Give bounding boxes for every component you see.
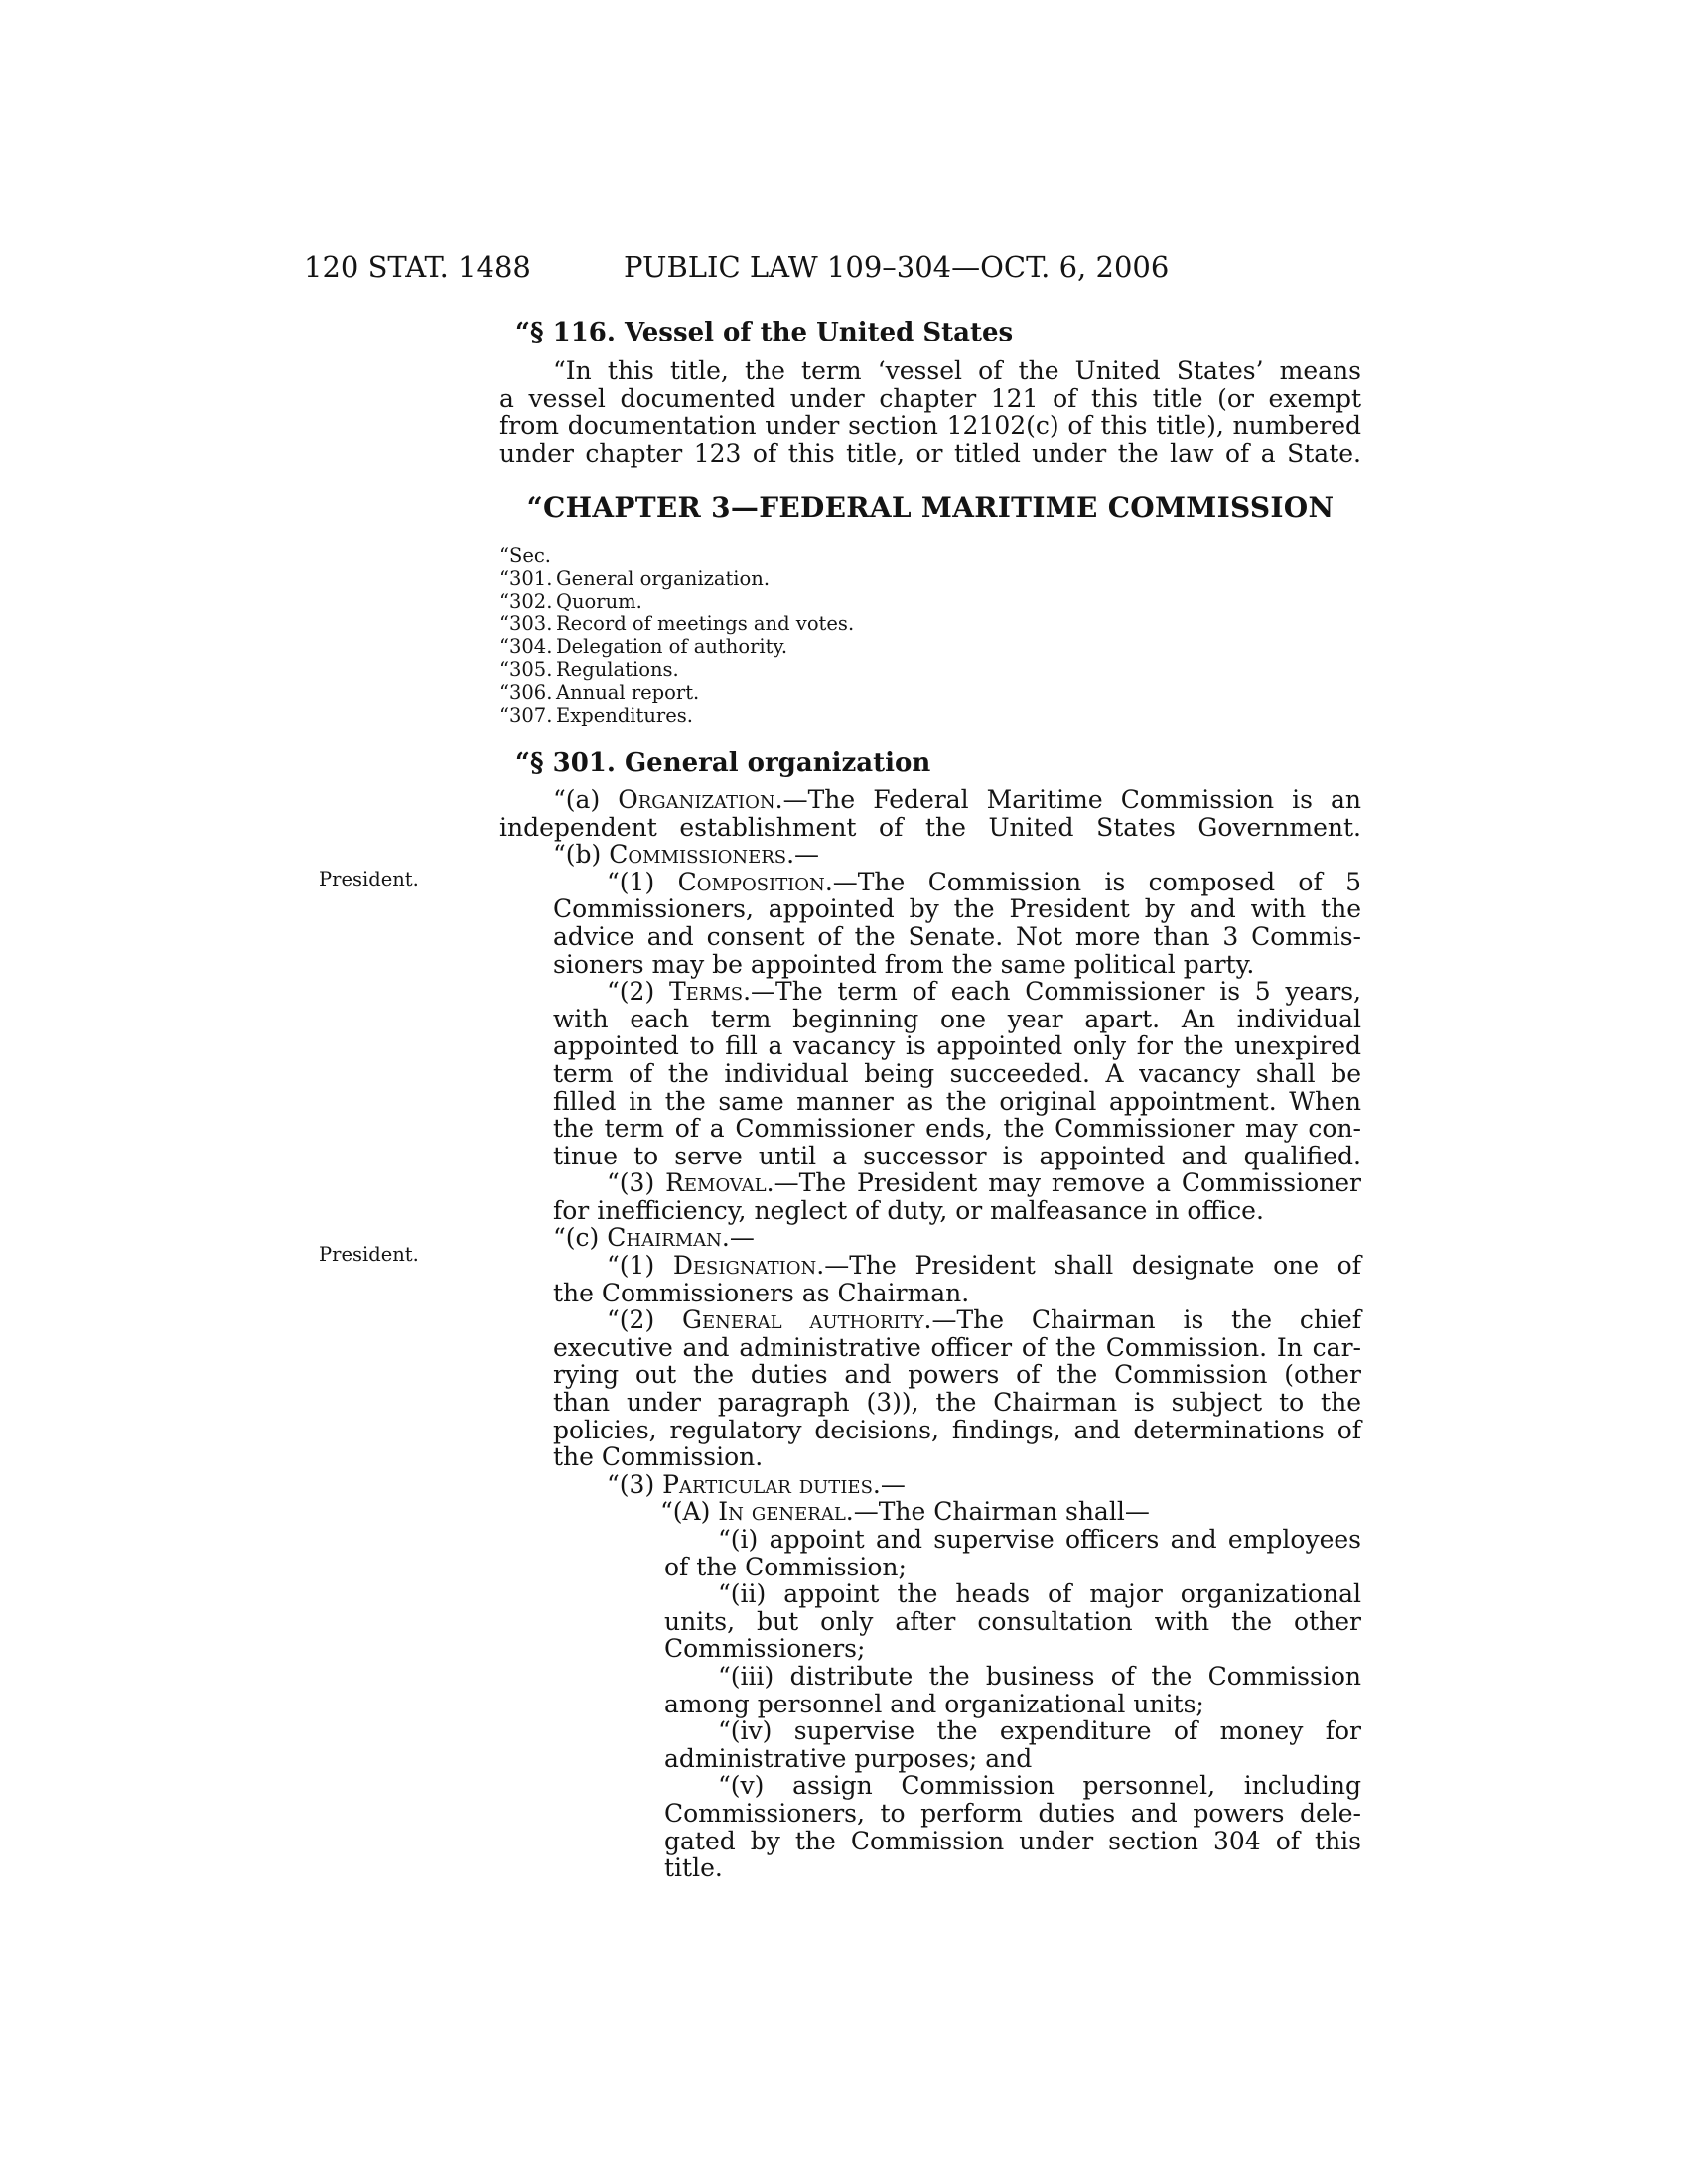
- toc-title: General organization.: [556, 566, 771, 590]
- label: “(2): [607, 1305, 683, 1335]
- text-line: from documentation under section 12102(c) of this title), numbered: [499, 411, 1361, 441]
- text-line: among personnel and organizational units;: [664, 1689, 1204, 1718]
- clause-ii: “(ii) appoint the heads of major organizational: [718, 1579, 1361, 1609]
- text-line: .—The Chairman is the chief: [923, 1305, 1361, 1335]
- subsection-c: [499, 1224, 1361, 1252]
- text-line: .—The President may remove a Commissioner: [766, 1168, 1362, 1198]
- label: “(1): [607, 867, 678, 896]
- section-301-heading: “§ 301. General organization: [515, 748, 931, 778]
- text-line: .—The President shall designate one of: [816, 1251, 1361, 1281]
- label: “(3): [607, 1168, 666, 1198]
- subsection-heading: Organization: [618, 784, 775, 814]
- subsection-heading: Commissioners: [609, 840, 787, 870]
- subsection-b: [499, 841, 1361, 869]
- text-line: independent establishment of the United States Government.: [499, 812, 1361, 842]
- paragraph-c3: [553, 1471, 1361, 1499]
- text-line: appointed to fill a vacancy is appointed only for the unexpired: [553, 1031, 1361, 1061]
- clause-iv: “(iv) supervise the expenditure of money for: [718, 1716, 1361, 1746]
- toc-row: [499, 613, 1361, 635]
- table-of-sections: [499, 544, 1361, 727]
- toc-row: [499, 590, 1361, 613]
- paragraph-heading: Designation: [672, 1251, 817, 1281]
- paragraph-heading: Removal: [665, 1168, 767, 1198]
- section-116-text: [499, 357, 1361, 467]
- toc-number: “302.: [499, 589, 553, 613]
- text-line: gated by the Commission under section 304 of this: [664, 1826, 1361, 1855]
- paragraph-heading: Particular duties: [662, 1469, 873, 1499]
- text-line: “In this title, the term ‘vessel of the United States’ means: [553, 356, 1361, 385]
- subparagraph-heading: In general: [718, 1497, 846, 1527]
- label: “(3): [607, 1469, 663, 1499]
- toc-title: Annual report.: [556, 680, 700, 704]
- text-line: the Commissioners as Chairman.: [553, 1278, 970, 1307]
- label: “(1): [607, 1251, 673, 1281]
- text-line: with each term beginning one year apart. An individual: [553, 1004, 1361, 1033]
- paragraph-heading: Composition: [677, 867, 825, 896]
- toc-title: Record of meetings and votes.: [556, 612, 855, 635]
- text-line: Commissioners, appointed by the President by and with the: [553, 894, 1361, 924]
- paragraph-c2: [553, 1306, 1361, 1334]
- toc-title: Regulations.: [556, 657, 679, 681]
- margin-note: President.: [319, 868, 419, 890]
- toc-number: “303.: [499, 612, 553, 635]
- subparagraph-A: [607, 1498, 1361, 1526]
- label: “(A): [660, 1497, 719, 1527]
- text-line: .—The Chairman shall—: [845, 1497, 1150, 1527]
- subsection-heading: Chairman: [607, 1223, 722, 1253]
- margin-note: President.: [319, 1243, 419, 1266]
- chapter-heading: “CHAPTER 3—FEDERAL MARITIME COMMISSION: [526, 491, 1335, 525]
- toc-number: “301.: [499, 566, 553, 590]
- dash: .—: [721, 1223, 755, 1253]
- toc-title: Expenditures.: [556, 703, 693, 727]
- paragraph-c1: [553, 1252, 1361, 1280]
- toc-title: Delegation of authority.: [556, 634, 788, 658]
- text-line: Commissioners, to perform duties and powers dele-: [664, 1798, 1361, 1828]
- text-line: policies, regulatory decisions, findings, and determinations of: [553, 1415, 1361, 1444]
- text-line: tinue to serve until a successor is appointed and qualified.: [553, 1141, 1361, 1170]
- paragraph-heading: Terms: [668, 977, 744, 1007]
- label: “(2): [607, 977, 669, 1007]
- paragraph-b3: [553, 1169, 1361, 1197]
- clause-i: “(i) appoint and supervise officers and employees: [718, 1525, 1361, 1554]
- text-line: title.: [664, 1853, 723, 1883]
- text-line: under chapter 123 of this title, or titled under the law of a State.: [499, 438, 1361, 468]
- label: “(a): [553, 784, 619, 814]
- page-header: [0, 250, 1688, 290]
- text-line: .—The Federal Maritime Commission is an: [774, 784, 1361, 814]
- paragraph-heading: General authority: [682, 1305, 924, 1335]
- text-line: .—The Commission is composed of 5: [824, 867, 1362, 896]
- section-116-heading: “§ 116. Vessel of the United States: [515, 318, 1014, 347]
- toc-row: [499, 704, 1361, 727]
- text-line: sioners may be appointed from the same political party.: [553, 949, 1255, 979]
- dash: .—: [872, 1469, 906, 1499]
- label: “(b): [553, 840, 610, 870]
- toc-number: “304.: [499, 634, 553, 658]
- document-body: [499, 316, 1361, 1882]
- toc-row: [499, 567, 1361, 590]
- toc-number: “307.: [499, 703, 553, 727]
- text-line: the term of a Commissioner ends, the Commissioner may con-: [553, 1114, 1361, 1144]
- text-line: the Commission.: [553, 1442, 764, 1472]
- text-line: rying out the duties and powers of the Commission (other: [553, 1360, 1361, 1390]
- public-law-citation: PUBLIC LAW 109–304—OCT. 6, 2006: [624, 250, 1170, 284]
- stat-citation: 120 STAT. 1488: [304, 250, 531, 284]
- paragraph-b2: [553, 978, 1361, 1006]
- text-line: advice and consent of the Senate. Not more than 3 Commis-: [553, 921, 1361, 951]
- toc-number: “305.: [499, 657, 553, 681]
- toc-title: Quorum.: [556, 589, 642, 613]
- text-line: for inefficiency, neglect of duty, or malfeasance in office.: [553, 1195, 1264, 1225]
- text-line: term of the individual being succeeded. A vacancy shall be: [553, 1058, 1361, 1088]
- text-line: Commissioners;: [664, 1634, 866, 1664]
- text-line: of the Commission;: [664, 1552, 907, 1581]
- text-line: than under paragraph (3)), the Chairman is subject to the: [553, 1388, 1361, 1418]
- text-line: executive and administrative officer of the Commission. In car-: [553, 1332, 1361, 1362]
- clause-v: “(v) assign Commission personnel, including: [718, 1771, 1361, 1801]
- toc-number: “306.: [499, 680, 553, 704]
- paragraph-b1: [553, 869, 1361, 896]
- text-line: a vessel documented under chapter 121 of this title (or exempt: [499, 383, 1361, 413]
- toc-row: [499, 635, 1361, 658]
- toc-row: [499, 658, 1361, 681]
- dash: .—: [786, 840, 820, 870]
- text-line: units, but only after consultation with the other: [664, 1606, 1361, 1636]
- text-line: .—The term of each Commissioner is 5 years,: [743, 977, 1362, 1007]
- label: “(c): [553, 1223, 608, 1253]
- subsection-a: [499, 786, 1361, 814]
- text-line: administrative purposes; and: [664, 1743, 1033, 1773]
- clause-iii: “(iii) distribute the business of the Commission: [718, 1661, 1361, 1691]
- toc-row: [499, 681, 1361, 704]
- text-line: filled in the same manner as the original appointment. When: [553, 1086, 1361, 1116]
- toc-label: “Sec.: [499, 543, 551, 567]
